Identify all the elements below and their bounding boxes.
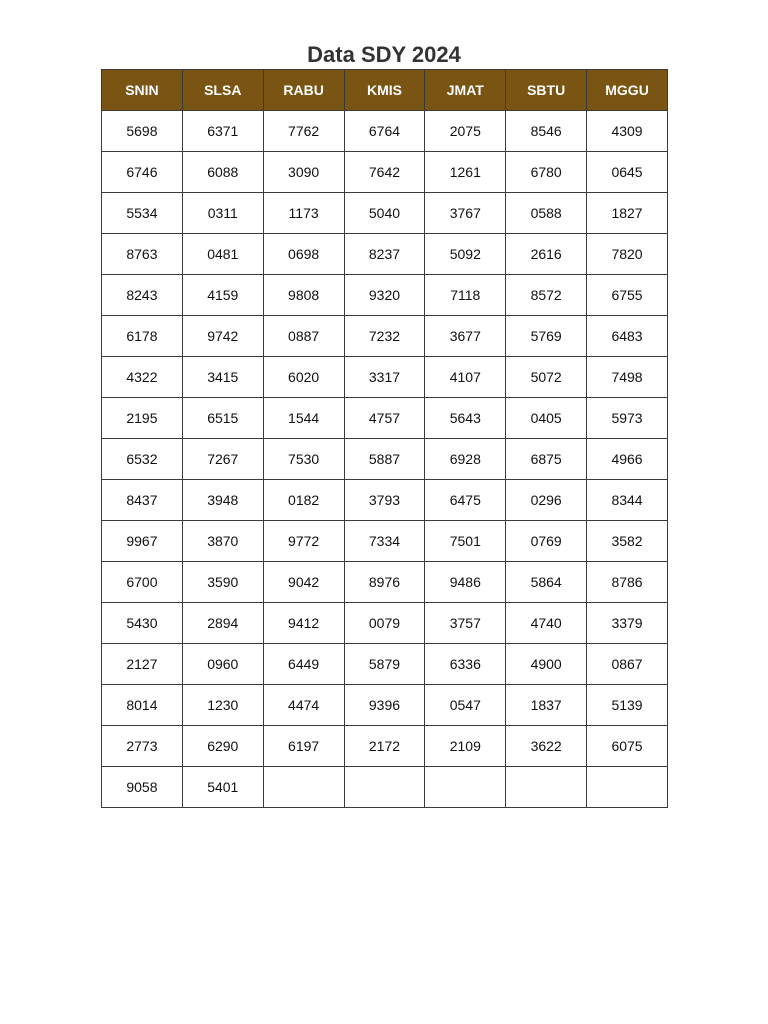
table-cell: 8763 [102, 234, 183, 275]
table-cell: 9058 [102, 767, 183, 808]
table-cell: 5139 [587, 685, 668, 726]
table-cell [587, 767, 668, 808]
table-cell: 5534 [102, 193, 183, 234]
table-cell: 2172 [344, 726, 425, 767]
table-cell: 6371 [182, 111, 263, 152]
table-cell [263, 767, 344, 808]
table-header [102, 70, 668, 111]
table-cell: 8237 [344, 234, 425, 275]
table-row [102, 234, 668, 275]
table-cell: 5092 [425, 234, 506, 275]
table-cell: 3379 [587, 603, 668, 644]
table-cell: 5040 [344, 193, 425, 234]
table-cell: 0645 [587, 152, 668, 193]
table-cell: 2127 [102, 644, 183, 685]
table-row [102, 603, 668, 644]
table-row [102, 767, 668, 808]
table-cell: 6290 [182, 726, 263, 767]
table-cell: 0698 [263, 234, 344, 275]
table-cell: 0296 [506, 480, 587, 521]
table-cell: 3622 [506, 726, 587, 767]
table-cell: 5887 [344, 439, 425, 480]
table-cell: 5769 [506, 316, 587, 357]
table-cell: 6532 [102, 439, 183, 480]
table-cell: 0887 [263, 316, 344, 357]
table-cell [425, 767, 506, 808]
table-row [102, 152, 668, 193]
table-cell: 4309 [587, 111, 668, 152]
table-cell: 4900 [506, 644, 587, 685]
table-cell: 5072 [506, 357, 587, 398]
table-cell: 3582 [587, 521, 668, 562]
table-row [102, 644, 668, 685]
column-header-sbtu: SBTU [506, 70, 587, 111]
column-header-mggu: MGGU [587, 70, 668, 111]
table-cell: 5879 [344, 644, 425, 685]
table-cell: 6928 [425, 439, 506, 480]
table-cell: 0481 [182, 234, 263, 275]
table-row [102, 111, 668, 152]
table-row [102, 357, 668, 398]
table-cell: 6449 [263, 644, 344, 685]
table-cell: 4966 [587, 439, 668, 480]
table-cell: 0079 [344, 603, 425, 644]
table-cell: 9042 [263, 562, 344, 603]
table-row [102, 480, 668, 521]
table-cell: 6875 [506, 439, 587, 480]
table-cell: 9808 [263, 275, 344, 316]
table-cell: 9772 [263, 521, 344, 562]
table-row [102, 193, 668, 234]
table-cell: 2616 [506, 234, 587, 275]
table-cell: 4107 [425, 357, 506, 398]
table-cell: 2773 [102, 726, 183, 767]
table-cell [506, 767, 587, 808]
table-cell: 1544 [263, 398, 344, 439]
table-row [102, 275, 668, 316]
column-header-kmis: KMIS [344, 70, 425, 111]
table-cell: 8546 [506, 111, 587, 152]
table-cell: 8344 [587, 480, 668, 521]
table-cell: 0405 [506, 398, 587, 439]
table-cell: 9412 [263, 603, 344, 644]
table-cell: 6197 [263, 726, 344, 767]
table-cell: 6336 [425, 644, 506, 685]
table-cell: 3677 [425, 316, 506, 357]
table-cell: 6746 [102, 152, 183, 193]
table-cell: 6780 [506, 152, 587, 193]
table-cell: 4757 [344, 398, 425, 439]
table-cell: 7820 [587, 234, 668, 275]
table-cell: 8786 [587, 562, 668, 603]
table-cell: 1230 [182, 685, 263, 726]
table-cell: 0182 [263, 480, 344, 521]
table-cell: 3757 [425, 603, 506, 644]
table-cell: 3870 [182, 521, 263, 562]
table-cell: 1837 [506, 685, 587, 726]
table-cell: 8572 [506, 275, 587, 316]
table-cell: 5643 [425, 398, 506, 439]
table-cell: 0769 [506, 521, 587, 562]
header-row [102, 70, 668, 111]
table-cell: 5973 [587, 398, 668, 439]
table-cell: 3793 [344, 480, 425, 521]
table-cell: 3948 [182, 480, 263, 521]
table-cell: 2109 [425, 726, 506, 767]
table-cell: 9486 [425, 562, 506, 603]
table-cell: 7498 [587, 357, 668, 398]
table-cell: 7530 [263, 439, 344, 480]
table-cell: 7642 [344, 152, 425, 193]
table-row [102, 521, 668, 562]
table-cell: 7267 [182, 439, 263, 480]
table-cell: 1827 [587, 193, 668, 234]
table-cell: 6764 [344, 111, 425, 152]
table-cell: 7762 [263, 111, 344, 152]
table-cell: 2894 [182, 603, 263, 644]
table-cell: 8437 [102, 480, 183, 521]
table-cell: 9742 [182, 316, 263, 357]
table-cell: 6088 [182, 152, 263, 193]
table-row [102, 726, 668, 767]
table-cell: 2195 [102, 398, 183, 439]
table-cell: 0867 [587, 644, 668, 685]
table-cell: 1261 [425, 152, 506, 193]
table-cell: 6075 [587, 726, 668, 767]
table-cell: 4159 [182, 275, 263, 316]
table-cell: 5698 [102, 111, 183, 152]
table-row [102, 439, 668, 480]
table-cell: 6755 [587, 275, 668, 316]
table-cell: 0960 [182, 644, 263, 685]
table-cell: 9967 [102, 521, 183, 562]
table-cell: 3090 [263, 152, 344, 193]
table-cell: 8976 [344, 562, 425, 603]
table-cell: 6483 [587, 316, 668, 357]
table-cell: 3415 [182, 357, 263, 398]
table-cell: 8243 [102, 275, 183, 316]
table-cell: 5430 [102, 603, 183, 644]
table-row [102, 685, 668, 726]
table-cell: 8014 [102, 685, 183, 726]
table-cell: 7334 [344, 521, 425, 562]
table-cell: 3767 [425, 193, 506, 234]
table-cell: 6515 [182, 398, 263, 439]
table-body [102, 111, 668, 808]
table-cell: 3590 [182, 562, 263, 603]
table-cell: 7232 [344, 316, 425, 357]
column-header-jmat: JMAT [425, 70, 506, 111]
table-cell: 4740 [506, 603, 587, 644]
column-header-snin: SNIN [102, 70, 183, 111]
table-cell: 7118 [425, 275, 506, 316]
table-cell: 1173 [263, 193, 344, 234]
table-cell [344, 767, 425, 808]
column-header-slsa: SLSA [182, 70, 263, 111]
table-row [102, 316, 668, 357]
table-cell: 5864 [506, 562, 587, 603]
table-cell: 0588 [506, 193, 587, 234]
table-cell: 4474 [263, 685, 344, 726]
table-cell: 5401 [182, 767, 263, 808]
table-cell: 6700 [102, 562, 183, 603]
column-header-rabu: RABU [263, 70, 344, 111]
table-cell: 7501 [425, 521, 506, 562]
table-cell: 6475 [425, 480, 506, 521]
table-cell: 2075 [425, 111, 506, 152]
table-cell: 6020 [263, 357, 344, 398]
table-row [102, 398, 668, 439]
table-cell: 4322 [102, 357, 183, 398]
table-cell: 9396 [344, 685, 425, 726]
table-cell: 9320 [344, 275, 425, 316]
table-row [102, 562, 668, 603]
data-table [101, 69, 668, 808]
table-cell: 0547 [425, 685, 506, 726]
table-cell: 3317 [344, 357, 425, 398]
page-title: Data SDY 2024 [307, 42, 461, 67]
table-cell: 6178 [102, 316, 183, 357]
table-cell: 0311 [182, 193, 263, 234]
